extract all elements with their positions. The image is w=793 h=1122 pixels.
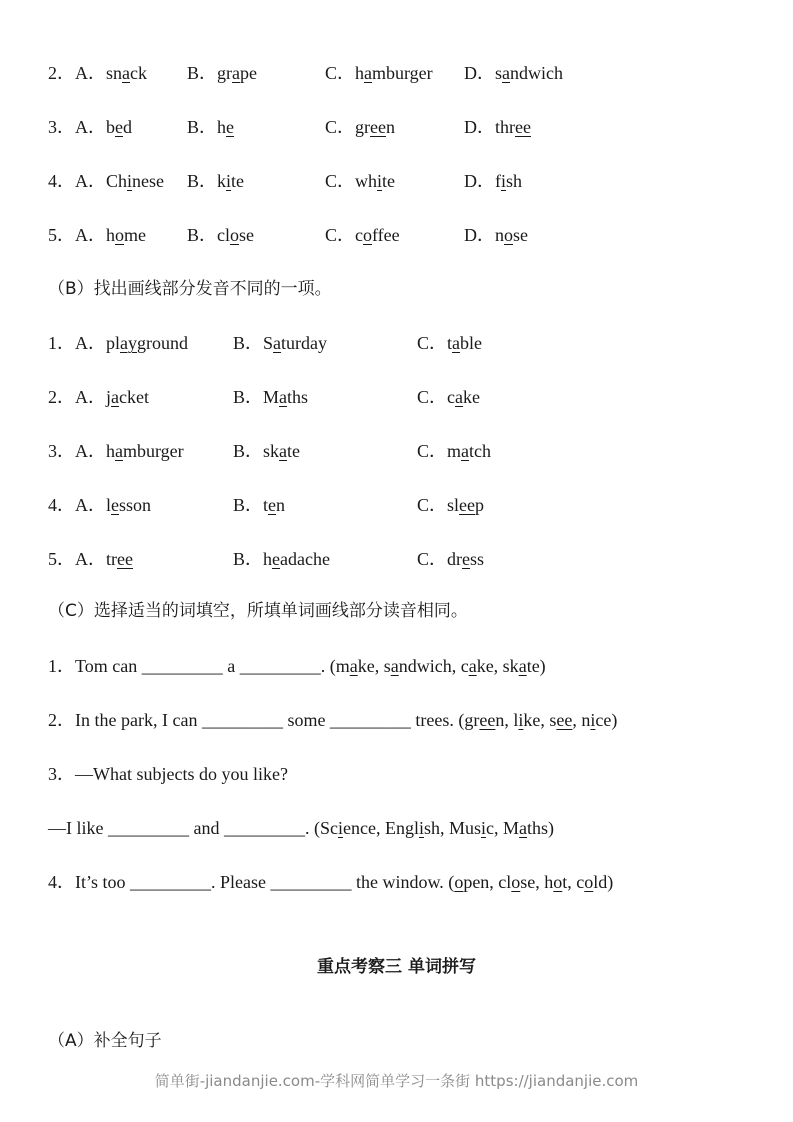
word-text: pl: [106, 333, 121, 353]
option-b: [187, 222, 254, 248]
word-text: ffee: [372, 225, 400, 245]
word-text: sson: [119, 495, 152, 515]
option-label: C．: [417, 387, 448, 407]
option-a: [48, 168, 164, 194]
underlined-letters: o: [363, 225, 373, 245]
underlined-letters: i: [226, 171, 232, 191]
underlined-letters: a: [468, 656, 477, 676]
option-label: B．: [233, 441, 264, 461]
underlined-letters: a: [111, 387, 120, 407]
underlined-letters: i: [377, 171, 383, 191]
word-text: sn: [106, 63, 123, 83]
word-text: s: [495, 63, 503, 83]
option-c: [325, 114, 395, 140]
option-c: [417, 384, 480, 410]
word-text: h: [106, 441, 115, 461]
option-label: B．: [187, 171, 218, 191]
fill-blank-line: [48, 815, 554, 841]
word-text: c: [447, 387, 456, 407]
option-b: [233, 438, 300, 464]
underlined-letters: ee: [556, 710, 573, 730]
line-text: te): [526, 656, 546, 676]
underlined-letters: a: [279, 387, 288, 407]
option-label: D．: [464, 63, 495, 83]
option-label: 4．A．: [48, 495, 106, 515]
line-text: ndwich, c: [398, 656, 469, 676]
option-b: [233, 384, 308, 410]
underlined-letters: e: [226, 117, 235, 137]
word-text: t: [263, 495, 269, 515]
option-label: 3．A．: [48, 441, 106, 461]
option-a: [48, 60, 147, 86]
word-text: cket: [119, 387, 149, 407]
word-text: gr: [355, 117, 371, 137]
underlined-letters: o: [454, 872, 464, 892]
underlined-letters: o: [504, 225, 513, 245]
word-text: dr: [447, 549, 463, 569]
line-text: —I like _________ and _________. (Sc: [48, 818, 338, 838]
option-c: [417, 438, 491, 464]
word-text: thr: [495, 117, 515, 137]
line-text: 3．—What subjects do you like?: [48, 764, 288, 784]
underlined-letters: a: [461, 441, 470, 461]
underlined-letters: a: [390, 656, 399, 676]
word-text: S: [263, 333, 274, 353]
option-d: [464, 60, 563, 86]
option-label: B．: [187, 225, 218, 245]
option-a: [48, 222, 146, 248]
fill-blank-line: [48, 653, 546, 679]
line-text: , n: [572, 710, 591, 730]
option-a: [48, 114, 132, 140]
underlined-letters: e: [462, 549, 471, 569]
option-a: [48, 492, 151, 518]
word-text: wh: [355, 171, 378, 191]
line-text: ke, sk: [476, 656, 519, 676]
option-c: [325, 60, 433, 86]
word-text: n: [276, 495, 286, 515]
option-a: [48, 330, 188, 356]
underlined-letters: i: [337, 818, 343, 838]
word-text: ground: [137, 333, 189, 353]
underlined-letters: ee: [479, 710, 496, 730]
word-text: te: [231, 171, 245, 191]
word-text: M: [263, 387, 280, 407]
underlined-letters: ee: [515, 117, 531, 137]
underlined-letters: a: [502, 63, 511, 83]
option-label: 4．A．: [48, 171, 106, 191]
underlined-letters: o: [584, 872, 594, 892]
option-label: C．: [417, 333, 448, 353]
word-text: gr: [217, 63, 233, 83]
word-text: h: [263, 549, 273, 569]
word-text: te: [287, 441, 301, 461]
option-label: C．: [417, 495, 448, 515]
option-label: D．: [464, 171, 495, 191]
word-text: ndwich: [510, 63, 564, 83]
option-label: C．: [417, 549, 448, 569]
underlined-letters: o: [230, 225, 240, 245]
underlined-letters: a: [273, 333, 282, 353]
line-text: pen, cl: [463, 872, 512, 892]
fill-blank-line: [48, 869, 613, 895]
option-label: C．: [325, 63, 356, 83]
option-label: D．: [464, 117, 495, 137]
fill-blank-line: [48, 707, 617, 733]
option-label: 2．A．: [48, 387, 106, 407]
option-b: [233, 492, 285, 518]
underlined-letters: e: [272, 549, 281, 569]
underlined-letters: ee: [459, 495, 476, 515]
option-b: [187, 114, 234, 140]
word-text: mburger: [372, 63, 433, 83]
word-text: nese: [132, 171, 165, 191]
word-text: adache: [280, 549, 330, 569]
line-text: ths): [527, 818, 554, 838]
line-text: 4．It’s too _________. Please _________ the window. (: [48, 872, 455, 892]
underlined-letters: a: [349, 656, 358, 676]
option-b: [187, 168, 244, 194]
line-text: 2．In the park, I can _________ some _________ trees. (gr: [48, 710, 480, 730]
word-text: h: [217, 117, 227, 137]
option-d: [464, 168, 522, 194]
option-c: [325, 168, 395, 194]
word-text: c: [355, 225, 364, 245]
word-text: pe: [240, 63, 258, 83]
underlined-letters: a: [518, 656, 527, 676]
line-text: n, l: [495, 710, 519, 730]
word-text: sl: [447, 495, 460, 515]
underlined-letters: a: [364, 63, 373, 83]
underlined-letters: ee: [117, 549, 133, 569]
word-text: ths: [287, 387, 309, 407]
line-text: ence, Engl: [342, 818, 419, 838]
line-text: sh, Mus: [423, 818, 481, 838]
word-text: sk: [263, 441, 280, 461]
word-text: ck: [130, 63, 148, 83]
option-d: [464, 114, 531, 140]
option-label: B．: [233, 495, 264, 515]
underlined-letters: a: [115, 441, 123, 461]
line-text: ce): [595, 710, 618, 730]
word-text: ss: [470, 549, 485, 569]
underlined-letters: a: [232, 63, 241, 83]
word-text: turday: [281, 333, 328, 353]
underlined-letters: a: [455, 387, 464, 407]
word-text: n: [495, 225, 504, 245]
word-text: mburger: [123, 441, 184, 461]
word-text: se: [513, 225, 528, 245]
option-label: C．: [417, 441, 448, 461]
line-text: t, c: [562, 872, 585, 892]
word-text: h: [355, 63, 365, 83]
line-text: ld): [593, 872, 614, 892]
option-label: C．: [325, 171, 356, 191]
option-label: C．: [325, 225, 356, 245]
option-b: [187, 60, 257, 86]
key-heading: 重点考察三 单词拼写: [317, 957, 476, 977]
line-text: ke, s: [523, 710, 557, 730]
underlined-letters: ay: [120, 333, 138, 353]
word-text: t: [447, 333, 453, 353]
option-label: 1．A．: [48, 333, 106, 353]
line-text: c, M: [486, 818, 519, 838]
option-label: B．: [233, 387, 264, 407]
word-text: d: [123, 117, 132, 137]
word-text: tch: [469, 441, 492, 461]
word-text: Ch: [106, 171, 128, 191]
underlined-letters: o: [115, 225, 124, 245]
option-label: D．: [464, 225, 495, 245]
line-text: ke, s: [357, 656, 391, 676]
word-text: m: [447, 441, 462, 461]
line-text: se, h: [520, 872, 554, 892]
underlined-letters: i: [501, 171, 507, 191]
word-text: me: [124, 225, 146, 245]
underlined-letters: i: [418, 818, 424, 838]
option-b: [233, 546, 330, 572]
word-text: k: [217, 171, 227, 191]
option-label: 2．A．: [48, 63, 106, 83]
underlined-letters: i: [518, 710, 524, 730]
option-c: [325, 222, 400, 248]
word-text: te: [382, 171, 396, 191]
word-text: ble: [460, 333, 483, 353]
underlined-letters: e: [111, 495, 120, 515]
option-a: [48, 546, 133, 572]
line-text: 1．Tom can _________ a _________. (m: [48, 656, 350, 676]
word-text: f: [495, 171, 501, 191]
option-label: B．: [187, 117, 218, 137]
word-text: l: [106, 495, 112, 515]
underlined-letters: e: [268, 495, 277, 515]
underlined-letters: a: [122, 63, 131, 83]
option-label: 5．A．: [48, 225, 106, 245]
option-a: [48, 384, 149, 410]
underlined-letters: a: [452, 333, 461, 353]
option-c: [417, 546, 484, 572]
underlined-letters: o: [511, 872, 521, 892]
option-label: B．: [233, 549, 264, 569]
word-text: se: [239, 225, 255, 245]
option-label: B．: [187, 63, 218, 83]
section-a2-title: （A）补全句子: [48, 1031, 162, 1051]
option-label: 3．A．: [48, 117, 106, 137]
underlined-letters: i: [480, 818, 486, 838]
underlined-letters: o: [553, 872, 563, 892]
option-c: [417, 492, 484, 518]
option-a: [48, 438, 184, 464]
fill-blank-line: [48, 761, 288, 787]
word-text: tr: [106, 549, 117, 569]
word-text: p: [475, 495, 485, 515]
word-text: h: [106, 225, 115, 245]
word-text: b: [106, 117, 115, 137]
word-text: sh: [506, 171, 523, 191]
word-text: ke: [463, 387, 481, 407]
word-text: n: [386, 117, 395, 137]
underlined-letters: a: [279, 441, 288, 461]
option-d: [464, 222, 528, 248]
underlined-letters: ee: [370, 117, 386, 137]
underlined-letters: e: [115, 117, 123, 137]
underlined-letters: i: [590, 710, 596, 730]
page-footer: 简单街-jiandanjie.com-学科网简单学习一条街 https://jiandanjie.com: [154, 1072, 639, 1090]
option-label: 5．A．: [48, 549, 106, 569]
section-b-title: （B）找出画线部分发音不同的一项。: [48, 279, 332, 299]
word-text: cl: [217, 225, 231, 245]
option-label: C．: [325, 117, 356, 137]
underlined-letters: a: [519, 818, 527, 838]
section-c-title: （C）选择适当的词填空，所填单词画线部分读音相同。: [48, 601, 468, 621]
option-c: [417, 330, 482, 356]
option-label: B．: [233, 333, 264, 353]
word-text: j: [106, 387, 112, 407]
underlined-letters: i: [127, 171, 133, 191]
option-b: [233, 330, 327, 356]
